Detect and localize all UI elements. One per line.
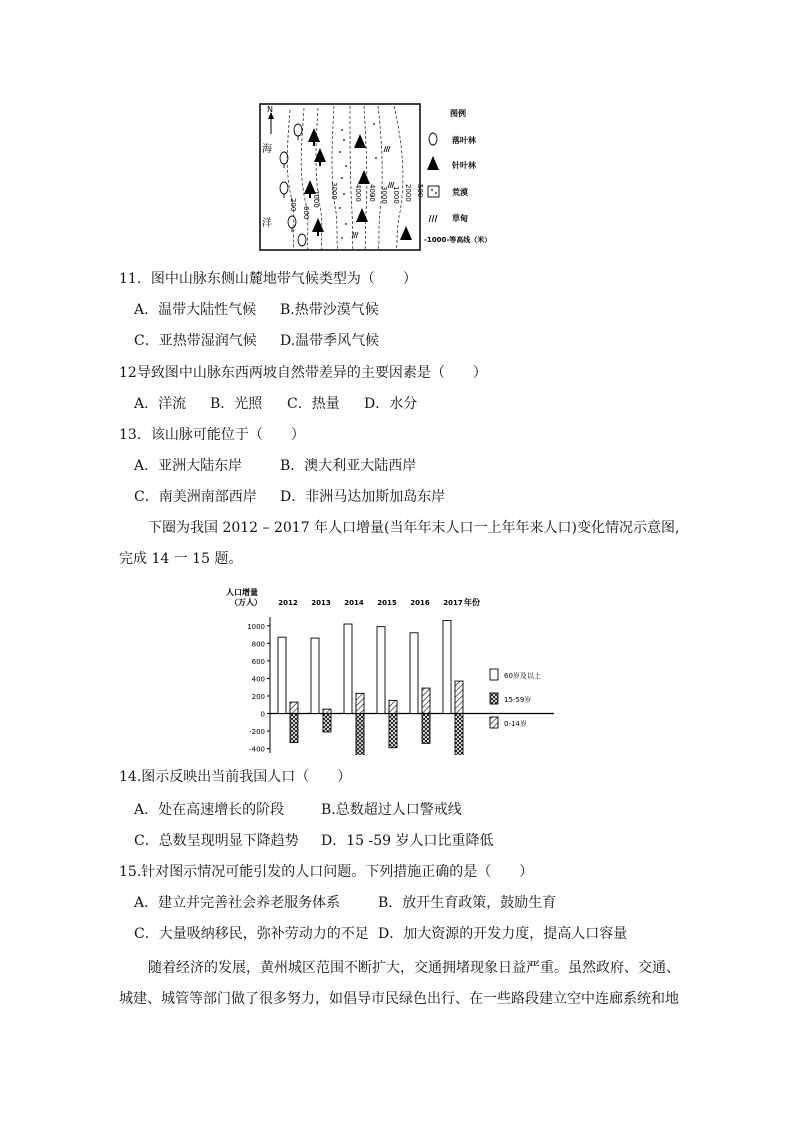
chart-category-label: 2012 xyxy=(278,599,298,607)
chart-bar xyxy=(422,714,430,744)
north-label: N xyxy=(267,105,273,114)
q11-option-b: B.热带沙漠气候 xyxy=(280,302,379,318)
population-increment-chart xyxy=(222,585,562,755)
svg-text:4000: 4000 xyxy=(354,184,362,202)
q14-option-a: A．处在高速增长的阶段 xyxy=(134,802,285,818)
chart-bar xyxy=(455,714,463,755)
svg-text:2000: 2000 xyxy=(404,184,412,202)
chart-bar xyxy=(356,714,364,755)
chart-bar xyxy=(323,714,331,732)
chart-y-tick-label: 600 xyxy=(251,657,265,666)
q15-stem: 15.针对图示情况可能引发的人口问题。下列措施正确的是（ ） xyxy=(119,864,534,880)
legend-meadow-label: 草甸 xyxy=(452,214,468,223)
q14-stem: 14.图示反映出当前我国人口（ ） xyxy=(119,769,352,785)
chart-bar xyxy=(389,714,397,748)
chart-bar xyxy=(389,700,397,713)
q11-stem: 11．图中山脉东侧山麓地带气候类型为（ ） xyxy=(119,271,417,287)
chart-legend-swatch xyxy=(490,717,498,728)
legend-meadow-icon xyxy=(429,215,437,222)
mountain-map-figure xyxy=(258,100,538,252)
chart-bar xyxy=(410,633,418,714)
legend-desert-icon xyxy=(428,186,439,197)
svg-text:1000: 1000 xyxy=(392,186,400,204)
chart-y-tick-label: 400 xyxy=(251,675,265,684)
chart-legend-label: 15-59岁 xyxy=(504,696,532,704)
sea-label-1: 海 xyxy=(262,144,272,155)
chart-bar xyxy=(455,681,463,713)
chart-legend-label: 0-14岁 xyxy=(504,720,527,728)
chart-y-tick-label: 0 xyxy=(260,710,265,719)
chart-y-tick-label: 800 xyxy=(251,640,265,649)
chart-category-label: 2014 xyxy=(344,599,364,607)
chart-bar xyxy=(344,624,352,713)
svg-text:4000: 4000 xyxy=(368,184,376,202)
chart-legend-label: 60岁及以上 xyxy=(504,672,541,680)
svg-text:600: 600 xyxy=(302,206,310,220)
chart-y-tick-label: -200 xyxy=(249,728,265,737)
q12-stem: 12导致图中山脉东西两坡自然带差异的主要因素是（ ） xyxy=(119,365,487,381)
intro-line-1: 下圈为我国 2012 – 2017 年人口增量(当年年末人口一上年年来人口)变化情况示意图, xyxy=(148,520,680,536)
q14-option-b: B.总数超过人口警戒线 xyxy=(321,802,462,818)
q12-option-a: A．洋流 xyxy=(134,396,187,412)
chart-bar xyxy=(290,714,298,743)
q15-option-a: A．建立并完善社会养老服务体系 xyxy=(134,895,341,911)
chart-bar xyxy=(323,709,331,713)
legend-desert-label: 荒漠 xyxy=(452,188,468,197)
q13-option-a: A．亚洲大陆东岸 xyxy=(134,458,243,474)
q13-option-b: B．澳大利亚大陆西岸 xyxy=(280,458,417,474)
chart-legend-swatch xyxy=(490,693,498,704)
legend-deciduous-label: 落叶林 xyxy=(452,136,476,145)
q15-option-d: D．加大资源的开发力度，提高人口容量 xyxy=(378,926,628,942)
chart-category-label: 2015 xyxy=(377,599,397,607)
population-chart-figure xyxy=(222,585,562,755)
q11-option-c: C．亚热带湿润气候 xyxy=(134,333,257,349)
svg-text:3000: 3000 xyxy=(380,186,388,204)
q13-stem: 13．该山脉可能位于（ ） xyxy=(119,427,305,443)
chart-bar xyxy=(377,627,385,714)
sea-label-2: 洋 xyxy=(262,218,272,229)
passage-line-1: 随着经济的发展，黄州城区范围不断扩大，交通拥堵现象日益严重。虽然政府、交通、 xyxy=(148,960,680,976)
legend-conifer-icon xyxy=(427,156,439,170)
svg-text:3000: 3000 xyxy=(330,182,338,200)
chart-ylabel-line2: （万人） xyxy=(230,598,262,607)
chart-bar xyxy=(290,702,298,713)
svg-text:500: 500 xyxy=(416,184,424,198)
chart-bar xyxy=(356,693,364,713)
chart-category-label: 2016 xyxy=(410,599,430,607)
legend-title: 图例 xyxy=(450,109,466,118)
chart-y-tick-label: -400 xyxy=(249,745,265,754)
q15-option-b: B．放开生育政策，鼓励生育 xyxy=(378,895,557,911)
chart-bar xyxy=(443,621,451,714)
chart-ylabel-line1: 人口增量 xyxy=(226,588,258,597)
q12-option-b: B．光照 xyxy=(210,396,263,412)
legend-deciduous-icon xyxy=(429,133,437,145)
map-frame xyxy=(260,104,420,250)
q13-option-d: D．非洲马达加斯加岛东岸 xyxy=(280,489,446,505)
mountain-map xyxy=(258,100,538,252)
legend-contour-label: -1000-等高线（米） xyxy=(424,236,492,244)
q13-option-c: C．南美洲南部西岸 xyxy=(134,489,257,505)
chart-legend-swatch xyxy=(490,669,498,680)
intro-line-2: 完成 14 一 15 题。 xyxy=(119,551,243,567)
q14-option-d: D．15 -59 岁人口比重降低 xyxy=(321,833,494,849)
chart-bar xyxy=(278,637,286,713)
q15-option-c: C．大量吸纳移民，弥补劳动力的不足 xyxy=(134,926,369,942)
q12-option-c: C．热量 xyxy=(287,396,340,412)
chart-bar xyxy=(311,638,319,713)
chart-category-label: 2017 xyxy=(443,599,463,607)
q11-option-a: A．温带大陆性气候 xyxy=(134,302,257,318)
passage-line-2: 城建、城管等部门做了很多努力，如倡导市民绿色出行、在一些路段建立空中连廊系统和地 xyxy=(119,991,679,1007)
q12-option-d: D．水分 xyxy=(364,396,418,412)
chart-y-tick-label: 200 xyxy=(251,692,265,701)
chart-category-label: 2013 xyxy=(311,599,331,607)
svg-text:200: 200 xyxy=(289,198,297,212)
q11-option-d: D.温带季风气候 xyxy=(280,333,380,349)
chart-y-tick-label: 1000 xyxy=(247,622,265,631)
q14-option-c: C．总数呈现明显下降趋势 xyxy=(134,833,299,849)
chart-xlabel: 年份 xyxy=(464,598,480,607)
chart-bar xyxy=(422,688,430,713)
legend-conifer-label: 针叶林 xyxy=(452,161,476,170)
svg-text:1000: 1000 xyxy=(312,190,320,208)
